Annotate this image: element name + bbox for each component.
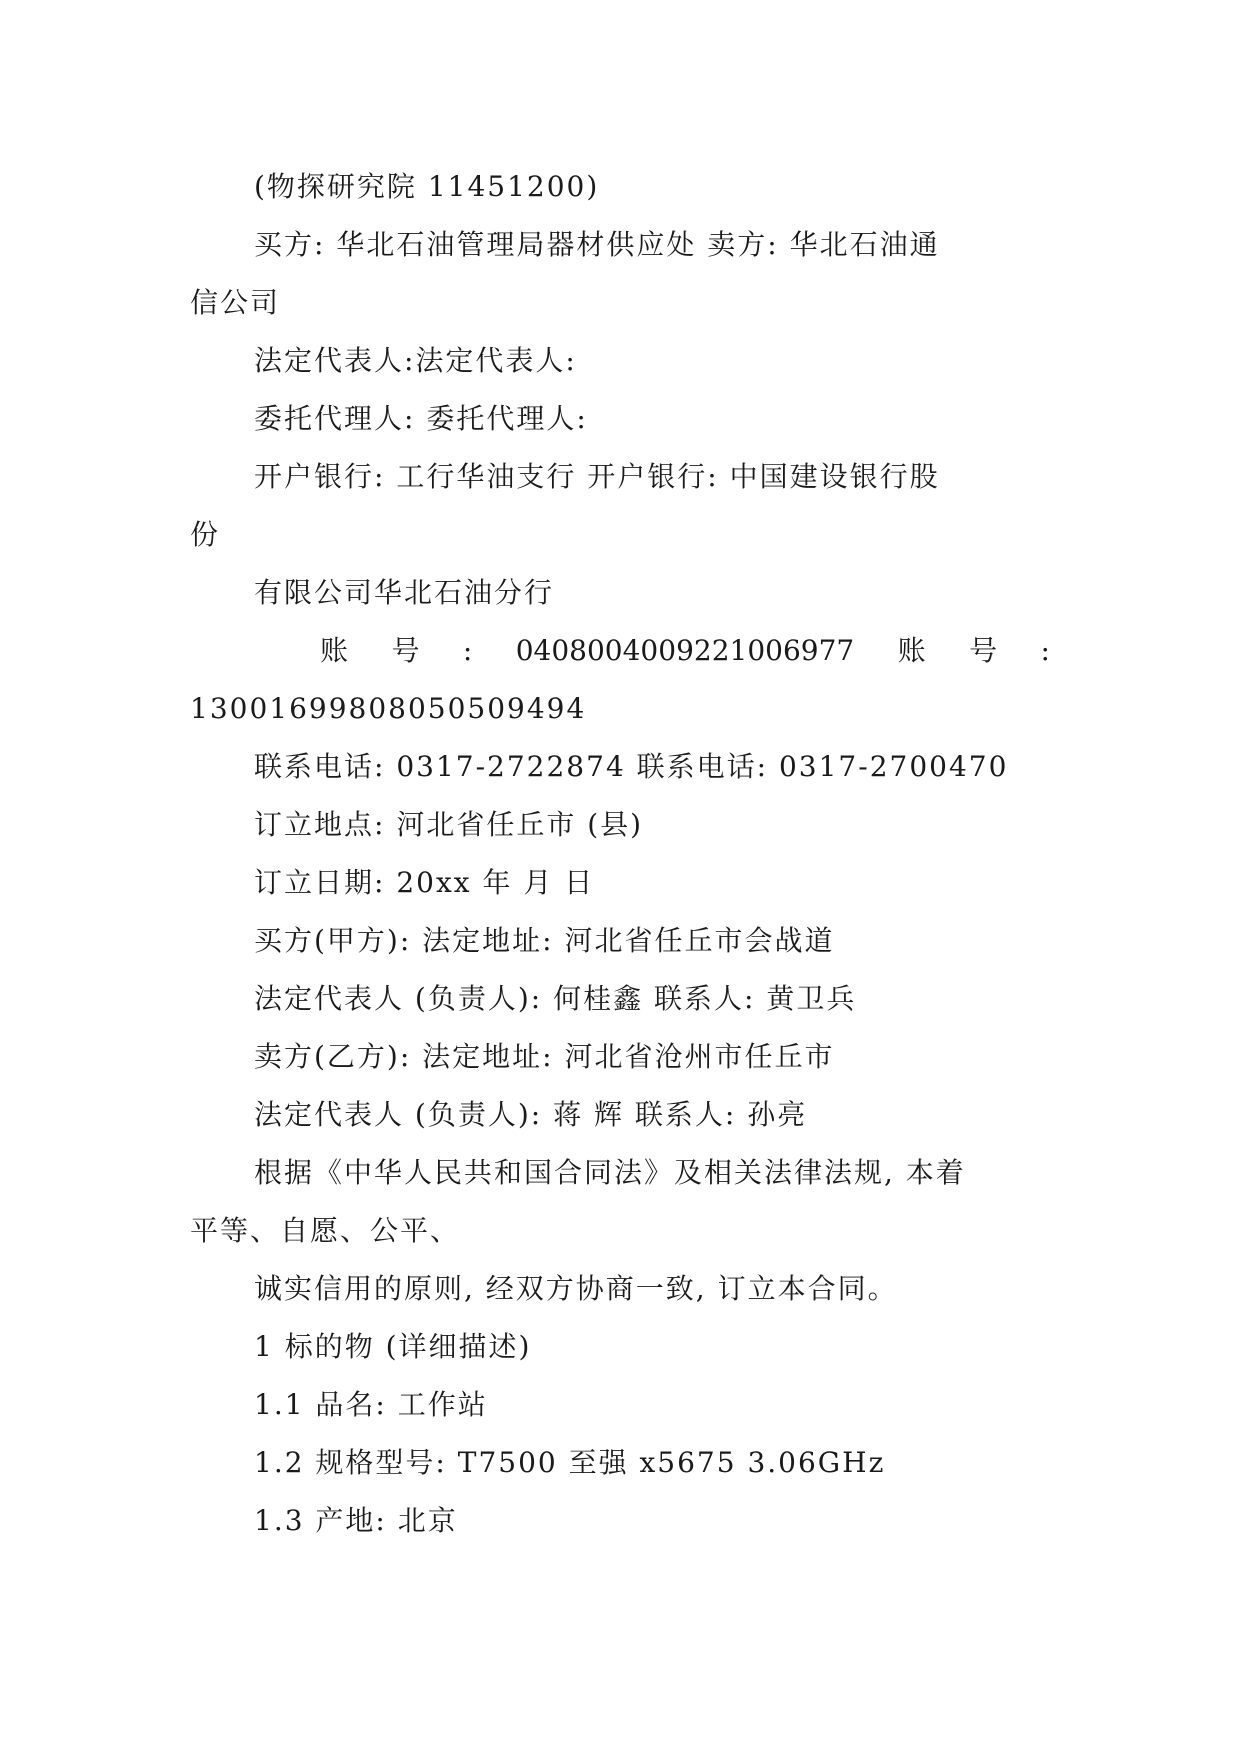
text-line-specification: 1.2 规格型号: T7500 至强 x5675 3.06GHz xyxy=(254,1446,886,1479)
text-line-product-name: 1.1 品名: 工作站 xyxy=(254,1388,488,1421)
seller-account-number: 13001699808050509494 xyxy=(190,692,587,725)
section-heading-subject-matter: 1 标的物 (详细描述) xyxy=(254,1330,532,1363)
text-line-party-a-address: 买方(甲方): 法定地址: 河北省任丘市会战道 xyxy=(254,924,835,957)
contract-text xyxy=(190,158,1050,1550)
text-line-seller-continued: 信公司 xyxy=(190,286,281,319)
text-line-signing-date: 订立日期: 20xx 年 月 日 xyxy=(254,866,595,899)
text-line-bank-continued: 份 xyxy=(190,518,221,551)
text-line-agreement: 诚实信用的原则, 经双方协商一致, 订立本合同。 xyxy=(254,1272,898,1305)
text-line-phone: 联系电话: 0317-2722874 联系电话: 0317-2700470 xyxy=(254,750,1009,783)
buyer-account-number: 0408004009221006977 xyxy=(515,634,855,667)
text-line-party-a-representative: 法定代表人 (负责人): 何桂鑫 联系人: 黄卫兵 xyxy=(254,982,857,1015)
text-line-authorized-agent: 委托代理人: 委托代理人: xyxy=(254,402,588,435)
text-line-bank-branch: 有限公司华北石油分行 xyxy=(254,576,555,609)
text-line-bank: 开户银行: 工行华油支行 开户银行: 中国建设银行股 xyxy=(254,460,940,493)
account-colon-2: : xyxy=(1040,634,1050,667)
text-line-research-institute: (物探研究院 11451200) xyxy=(254,170,600,203)
text-line-legal-representative: 法定代表人:法定代表人: xyxy=(254,344,577,377)
text-line-signing-place: 订立地点: 河北省任丘市 (县) xyxy=(254,808,644,841)
text-line-party-b-address: 卖方(乙方): 法定地址: 河北省沧州市任丘市 xyxy=(254,1040,835,1073)
account-label-4: 号 xyxy=(969,634,998,667)
account-label-1: 账 xyxy=(320,634,349,667)
account-colon-1: : xyxy=(462,634,473,667)
account-label-2: 号 xyxy=(391,634,420,667)
text-line-legal-basis: 根据《中华人民共和国合同法》及相关法律法规, 本着 xyxy=(254,1156,966,1189)
text-line-account-numbers xyxy=(190,622,1050,680)
text-line-origin: 1.3 产地: 北京 xyxy=(254,1504,458,1537)
account-label-3: 账 xyxy=(897,634,926,667)
text-line-party-b-representative: 法定代表人 (负责人): 蒋 辉 联系人: 孙亮 xyxy=(254,1098,808,1131)
text-line-buyer-seller: 买方: 华北石油管理局器材供应处 卖方: 华北石油通 xyxy=(254,228,940,261)
text-line-principles: 平等、自愿、公平、 xyxy=(190,1214,461,1247)
